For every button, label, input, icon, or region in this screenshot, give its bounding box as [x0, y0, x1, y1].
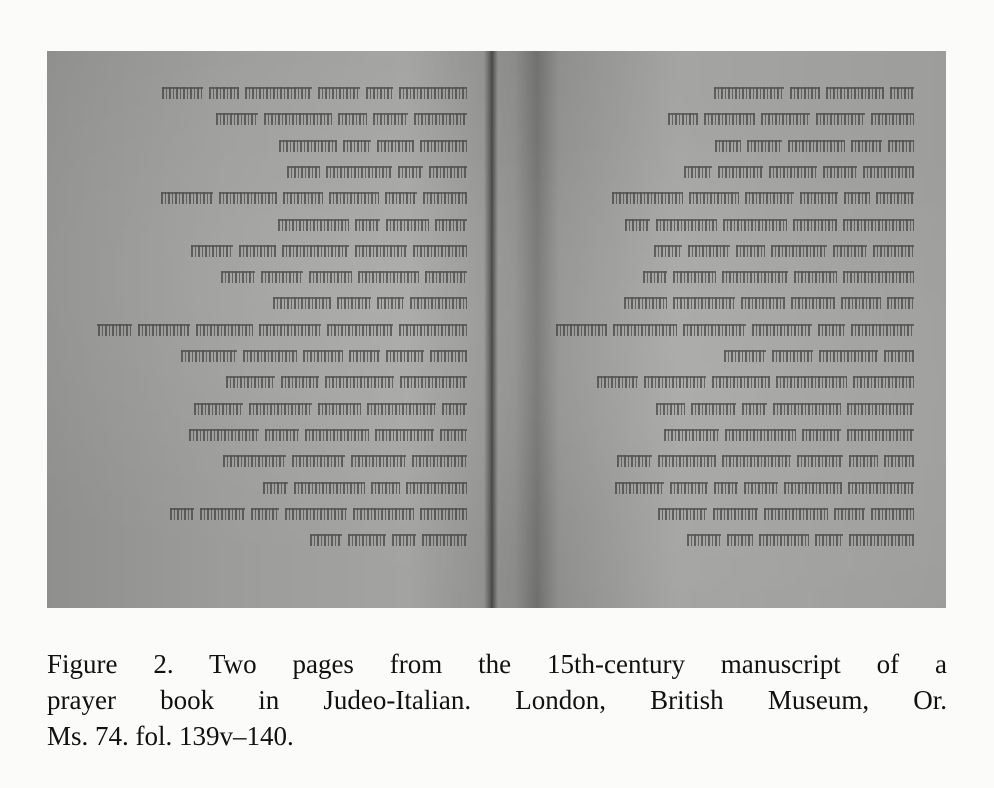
manuscript-word-stroke	[658, 455, 716, 467]
manuscript-word-stroke	[170, 508, 194, 520]
manuscript-word-stroke	[181, 350, 237, 362]
manuscript-word-stroke	[772, 350, 813, 362]
manuscript-word-stroke	[793, 219, 837, 231]
manuscript-script-line	[97, 111, 467, 125]
manuscript-word-stroke	[800, 192, 838, 204]
manuscript-word-stroke	[429, 166, 467, 178]
manuscript-word-stroke	[664, 429, 719, 441]
manuscript-word-stroke	[849, 455, 878, 467]
manuscript-script-line	[534, 401, 914, 415]
manuscript-word-stroke	[776, 376, 847, 388]
manuscript-word-stroke	[784, 482, 842, 494]
manuscript-script-line	[97, 427, 467, 441]
manuscript-word-stroke	[400, 376, 467, 388]
manuscript-word-stroke	[329, 192, 379, 204]
manuscript-word-stroke	[318, 403, 361, 415]
manuscript-word-stroke	[643, 271, 667, 283]
manuscript-word-stroke	[162, 87, 203, 99]
manuscript-script-line	[97, 243, 467, 257]
manuscript-word-stroke	[673, 297, 735, 309]
manuscript-word-stroke	[325, 376, 394, 388]
manuscript-word-stroke	[873, 245, 914, 257]
manuscript-word-stroke	[794, 271, 837, 283]
manuscript-word-stroke	[713, 508, 758, 520]
manuscript-word-stroke	[245, 87, 312, 99]
manuscript-word-stroke	[251, 508, 279, 520]
manuscript-word-stroke	[327, 324, 393, 336]
manuscript-script-line	[534, 295, 914, 309]
manuscript-word-stroke	[752, 324, 812, 336]
manuscript-word-stroke	[826, 87, 884, 99]
manuscript-word-stroke	[844, 192, 870, 204]
manuscript-word-stroke	[704, 113, 755, 125]
manuscript-word-stroke	[769, 166, 817, 178]
manuscript-script-line	[97, 164, 467, 178]
manuscript-word-stroke	[261, 271, 303, 283]
manuscript-script-line	[534, 453, 914, 467]
manuscript-word-stroke	[385, 192, 417, 204]
manuscript-word-stroke	[714, 482, 738, 494]
manuscript-word-stroke	[440, 429, 467, 441]
manuscript-word-stroke	[684, 166, 712, 178]
manuscript-word-stroke	[841, 297, 881, 309]
manuscript-word-stroke	[722, 271, 788, 283]
manuscript-script-line	[534, 532, 914, 546]
manuscript-word-stroke	[406, 482, 467, 494]
manuscript-word-stroke	[712, 376, 770, 388]
manuscript-word-stroke	[724, 350, 766, 362]
manuscript-script-line	[534, 506, 914, 520]
manuscript-word-stroke	[249, 403, 312, 415]
manuscript-script-line	[534, 322, 914, 336]
manuscript-script-line	[97, 85, 467, 99]
manuscript-word-stroke	[326, 166, 392, 178]
manuscript-word-stroke	[287, 166, 320, 178]
manuscript-word-stroke	[723, 219, 787, 231]
manuscript-word-stroke	[423, 192, 467, 204]
manuscript-word-stroke	[847, 429, 914, 441]
manuscript-word-stroke	[624, 297, 667, 309]
manuscript-word-stroke	[349, 350, 380, 362]
manuscript-word-stroke	[310, 534, 342, 546]
manuscript-word-stroke	[420, 508, 467, 520]
manuscript-script-line	[534, 85, 914, 99]
manuscript-word-stroke	[884, 350, 914, 362]
manuscript-script-line	[97, 322, 467, 336]
manuscript-word-stroke	[556, 324, 607, 336]
manuscript-script-line	[534, 269, 914, 283]
manuscript-word-stroke	[741, 297, 785, 309]
manuscript-word-stroke	[355, 219, 380, 231]
manuscript-word-stroke	[377, 297, 404, 309]
manuscript-word-stroke	[200, 508, 245, 520]
manuscript-word-stroke	[689, 192, 739, 204]
manuscript-word-stroke	[371, 482, 400, 494]
manuscript-word-stroke	[219, 192, 277, 204]
manuscript-script-line	[97, 217, 467, 231]
manuscript-word-stroke	[617, 455, 652, 467]
manuscript-word-stroke	[422, 534, 467, 546]
caption-line-2: prayer book in Judeo-Italian. London, British Museum, Or.	[47, 685, 947, 715]
manuscript-word-stroke	[309, 271, 352, 283]
manuscript-word-stroke	[761, 113, 810, 125]
manuscript-word-stroke	[848, 482, 914, 494]
manuscript-word-stroke	[348, 534, 386, 546]
manuscript-script-line	[97, 269, 467, 283]
manuscript-script-line	[534, 348, 914, 362]
manuscript-word-stroke	[223, 455, 286, 467]
manuscript-word-stroke	[243, 350, 297, 362]
manuscript-word-stroke	[355, 245, 407, 257]
manuscript-word-stroke	[727, 534, 753, 546]
manuscript-word-stroke	[358, 271, 419, 283]
manuscript-word-stroke	[399, 324, 467, 336]
manuscript-script-line	[97, 190, 467, 204]
manuscript-word-stroke	[435, 219, 467, 231]
manuscript-word-stroke	[771, 245, 827, 257]
manuscript-word-stroke	[871, 508, 914, 520]
manuscript-script-line	[534, 138, 914, 152]
caption-line-1: Figure 2. Two pages from the 15th-century manuscript of a	[47, 649, 947, 679]
manuscript-word-stroke	[221, 271, 255, 283]
manuscript-word-stroke	[343, 140, 371, 152]
manuscript-word-stroke	[849, 534, 914, 546]
manuscript-word-stroke	[745, 192, 794, 204]
manuscript-script-line	[97, 532, 467, 546]
manuscript-word-stroke	[196, 324, 253, 336]
manuscript-word-stroke	[887, 297, 914, 309]
manuscript-word-stroke	[265, 429, 299, 441]
manuscript-gutter	[484, 51, 498, 608]
manuscript-word-stroke	[851, 140, 882, 152]
manuscript-word-stroke	[412, 455, 467, 467]
manuscript-word-stroke	[884, 455, 914, 467]
manuscript-word-stroke	[366, 87, 393, 99]
manuscript-word-stroke	[670, 482, 708, 494]
manuscript-script-line	[97, 138, 467, 152]
manuscript-word-stroke	[399, 87, 467, 99]
manuscript-photograph	[47, 51, 946, 608]
manuscript-word-stroke	[191, 245, 233, 257]
manuscript-word-stroke	[853, 376, 914, 388]
manuscript-word-stroke	[285, 508, 347, 520]
manuscript-word-stroke	[691, 403, 736, 415]
manuscript-word-stroke	[644, 376, 706, 388]
manuscript-script-line	[97, 480, 467, 494]
manuscript-script-line	[97, 401, 467, 415]
manuscript-word-stroke	[683, 324, 746, 336]
manuscript-script-line	[534, 427, 914, 441]
manuscript-word-stroke	[420, 140, 467, 152]
manuscript-word-stroke	[718, 166, 763, 178]
manuscript-word-stroke	[138, 324, 190, 336]
manuscript-word-stroke	[263, 482, 288, 494]
manuscript-word-stroke	[413, 245, 467, 257]
manuscript-script-line	[97, 453, 467, 467]
manuscript-word-stroke	[656, 219, 717, 231]
manuscript-right-page	[534, 85, 914, 585]
manuscript-script-line	[534, 190, 914, 204]
manuscript-script-line	[97, 374, 467, 388]
manuscript-word-stroke	[654, 245, 682, 257]
manuscript-word-stroke	[430, 350, 467, 362]
figure-caption	[47, 646, 947, 754]
manuscript-word-stroke	[625, 219, 650, 231]
manuscript-word-stroke	[725, 429, 796, 441]
manuscript-word-stroke	[318, 87, 360, 99]
manuscript-word-stroke	[398, 166, 423, 178]
manuscript-word-stroke	[425, 271, 467, 283]
manuscript-word-stroke	[375, 429, 434, 441]
manuscript-script-line	[534, 111, 914, 125]
manuscript-word-stroke	[612, 192, 683, 204]
manuscript-word-stroke	[282, 245, 349, 257]
manuscript-word-stroke	[797, 455, 843, 467]
manuscript-script-line	[534, 217, 914, 231]
manuscript-left-page	[97, 85, 467, 585]
manuscript-word-stroke	[264, 113, 332, 125]
manuscript-word-stroke	[189, 429, 259, 441]
manuscript-word-stroke	[668, 113, 698, 125]
manuscript-word-stroke	[353, 508, 414, 520]
manuscript-script-line	[534, 480, 914, 494]
manuscript-script-line	[97, 506, 467, 520]
manuscript-word-stroke	[377, 140, 414, 152]
manuscript-word-stroke	[714, 87, 784, 99]
manuscript-word-stroke	[747, 140, 782, 152]
manuscript-word-stroke	[305, 429, 369, 441]
manuscript-word-stroke	[863, 166, 914, 178]
manuscript-word-stroke	[97, 324, 132, 336]
manuscript-word-stroke	[818, 324, 845, 336]
manuscript-word-stroke	[847, 403, 914, 415]
manuscript-word-stroke	[890, 87, 914, 99]
manuscript-word-stroke	[259, 324, 321, 336]
manuscript-word-stroke	[216, 113, 258, 125]
manuscript-word-stroke	[673, 271, 716, 283]
manuscript-word-stroke	[773, 403, 841, 415]
manuscript-word-stroke	[658, 508, 707, 520]
manuscript-word-stroke	[279, 140, 337, 152]
manuscript-word-stroke	[283, 192, 323, 204]
manuscript-word-stroke	[715, 140, 741, 152]
manuscript-word-stroke	[273, 297, 331, 309]
manuscript-word-stroke	[823, 166, 857, 178]
manuscript-script-line	[97, 295, 467, 309]
manuscript-word-stroke	[736, 245, 765, 257]
manuscript-word-stroke	[688, 245, 730, 257]
manuscript-word-stroke	[687, 534, 721, 546]
manuscript-word-stroke	[239, 245, 276, 257]
manuscript-word-stroke	[744, 482, 778, 494]
manuscript-word-stroke	[819, 350, 878, 362]
manuscript-word-stroke	[759, 534, 809, 546]
manuscript-word-stroke	[209, 87, 239, 99]
manuscript-word-stroke	[802, 429, 841, 441]
manuscript-word-stroke	[613, 324, 677, 336]
manuscript-word-stroke	[414, 113, 467, 125]
manuscript-word-stroke	[338, 113, 367, 125]
manuscript-script-line	[534, 374, 914, 388]
manuscript-word-stroke	[816, 113, 865, 125]
manuscript-word-stroke	[281, 376, 319, 388]
manuscript-word-stroke	[351, 455, 406, 467]
manuscript-word-stroke	[373, 113, 408, 125]
manuscript-word-stroke	[843, 219, 914, 231]
manuscript-word-stroke	[278, 219, 349, 231]
manuscript-script-line	[534, 164, 914, 178]
manuscript-word-stroke	[615, 482, 664, 494]
manuscript-word-stroke	[791, 297, 835, 309]
manuscript-word-stroke	[392, 534, 416, 546]
manuscript-word-stroke	[161, 192, 213, 204]
manuscript-word-stroke	[337, 297, 371, 309]
caption-line-3: Ms. 74. fol. 139v–140.	[47, 721, 294, 751]
manuscript-word-stroke	[851, 324, 914, 336]
manuscript-word-stroke	[226, 376, 275, 388]
manuscript-word-stroke	[194, 403, 243, 415]
manuscript-word-stroke	[790, 87, 820, 99]
manuscript-word-stroke	[843, 271, 914, 283]
manuscript-word-stroke	[656, 403, 685, 415]
manuscript-word-stroke	[410, 297, 467, 309]
manuscript-word-stroke	[815, 534, 843, 546]
manuscript-word-stroke	[303, 350, 343, 362]
manuscript-word-stroke	[833, 245, 867, 257]
manuscript-word-stroke	[834, 508, 865, 520]
manuscript-word-stroke	[597, 376, 638, 388]
manuscript-word-stroke	[876, 192, 914, 204]
manuscript-word-stroke	[386, 219, 429, 231]
manuscript-word-stroke	[367, 403, 436, 415]
manuscript-word-stroke	[722, 455, 791, 467]
manuscript-word-stroke	[294, 482, 365, 494]
manuscript-word-stroke	[292, 455, 345, 467]
manuscript-script-line	[97, 348, 467, 362]
manuscript-word-stroke	[764, 508, 828, 520]
manuscript-word-stroke	[788, 140, 845, 152]
manuscript-word-stroke	[742, 403, 767, 415]
manuscript-word-stroke	[386, 350, 424, 362]
manuscript-word-stroke	[871, 113, 914, 125]
manuscript-word-stroke	[888, 140, 914, 152]
manuscript-word-stroke	[442, 403, 467, 415]
manuscript-script-line	[534, 243, 914, 257]
